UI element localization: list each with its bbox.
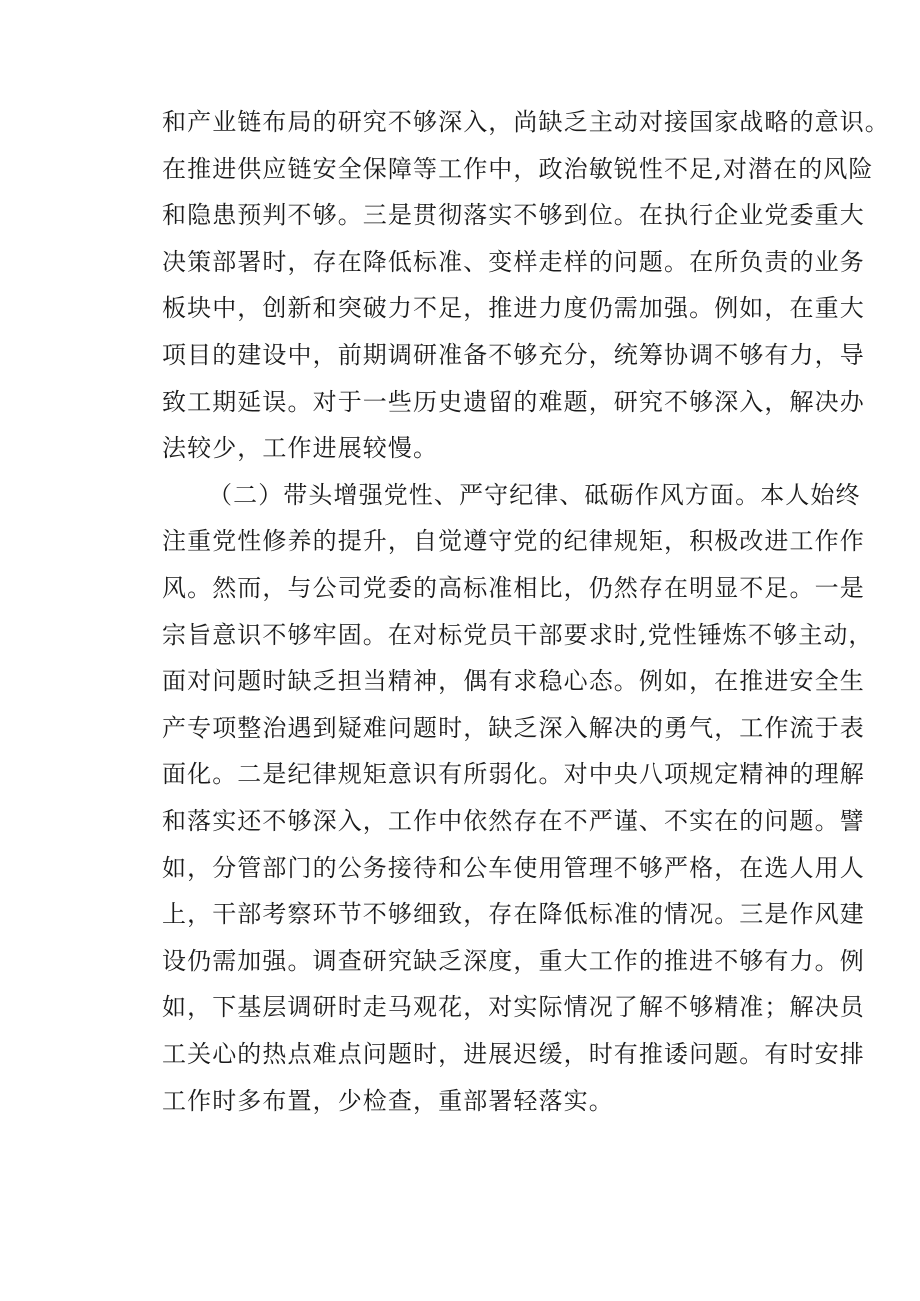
text-line: 宗旨意识不够牢固。在对标党员干部要求时,党性锤炼不够主动，	[162, 620, 874, 649]
text-line: 板块中，创新和突破力不足，推进力度仍需加强。例如，在重大	[162, 294, 865, 323]
text-line: 项目的建设中，前期调研准备不够充分，统筹协调不够有力，导	[162, 341, 865, 369]
text-line: 和落实还不够深入，工作中依然存在不严谨、不实在的问题。譬	[162, 807, 865, 835]
text-line: 风。然而，与公司党委的高标准相比，仍然存在明显不足。一是	[162, 574, 865, 602]
text-line: 产专项整治遇到疑难问题时，缺乏深入解决的勇气，工作流于表	[162, 713, 865, 742]
text-line: 面化。二是纪律规矩意识有所弱化。对中央八项规定精神的理解	[162, 760, 865, 789]
text-line: 如，下基层调研时走马观花，对实际情况了解不够精准；解决员	[162, 993, 865, 1022]
text-line: 上，干部考察环节不够细致，存在降低标准的情况。三是作风建	[162, 900, 865, 929]
text-line: 工关心的热点难点问题时，进展迟缓，时有推诿问题。有时安排	[162, 1040, 865, 1068]
text-line: 设仍需加强。调查研究缺乏深度，重大工作的推进不够有力。例	[162, 946, 865, 975]
text-line: 在推进供应链安全保障等工作中，政治敏锐性不足,对潜在的风险	[162, 154, 874, 183]
text-line: 注重党性修养的提升，自觉遵守党的纪律规矩，积极改进工作作	[162, 527, 865, 556]
text-line: 面对问题时缺乏担当精神，偶有求稳心态。例如，在推进安全生	[162, 667, 865, 696]
text-line: 工作时多布置，少检查，重部署轻落实。	[162, 1086, 614, 1115]
text-line: 和产业链布局的研究不够深入，尚缺乏主动对接国家战略的意识。	[162, 108, 890, 136]
text-line: 和隐患预判不够。三是贯彻落实不够到位。在执行企业党委重大	[162, 201, 865, 230]
section-heading-line: （二）带头增强党性、严守纪律、砥砺作风方面。本人始终	[208, 480, 861, 509]
text-line: 法较少，工作进展较慢。	[162, 434, 439, 463]
text-line: 如，分管部门的公务接待和公车使用管理不够严格，在选人用人	[162, 853, 865, 882]
text-line: 致工期延误。对于一些历史遗留的难题，研究不够深入，解决办	[162, 387, 865, 416]
text-line: 决策部署时，存在降低标准、变样走样的问题。在所负责的业务	[162, 247, 865, 276]
